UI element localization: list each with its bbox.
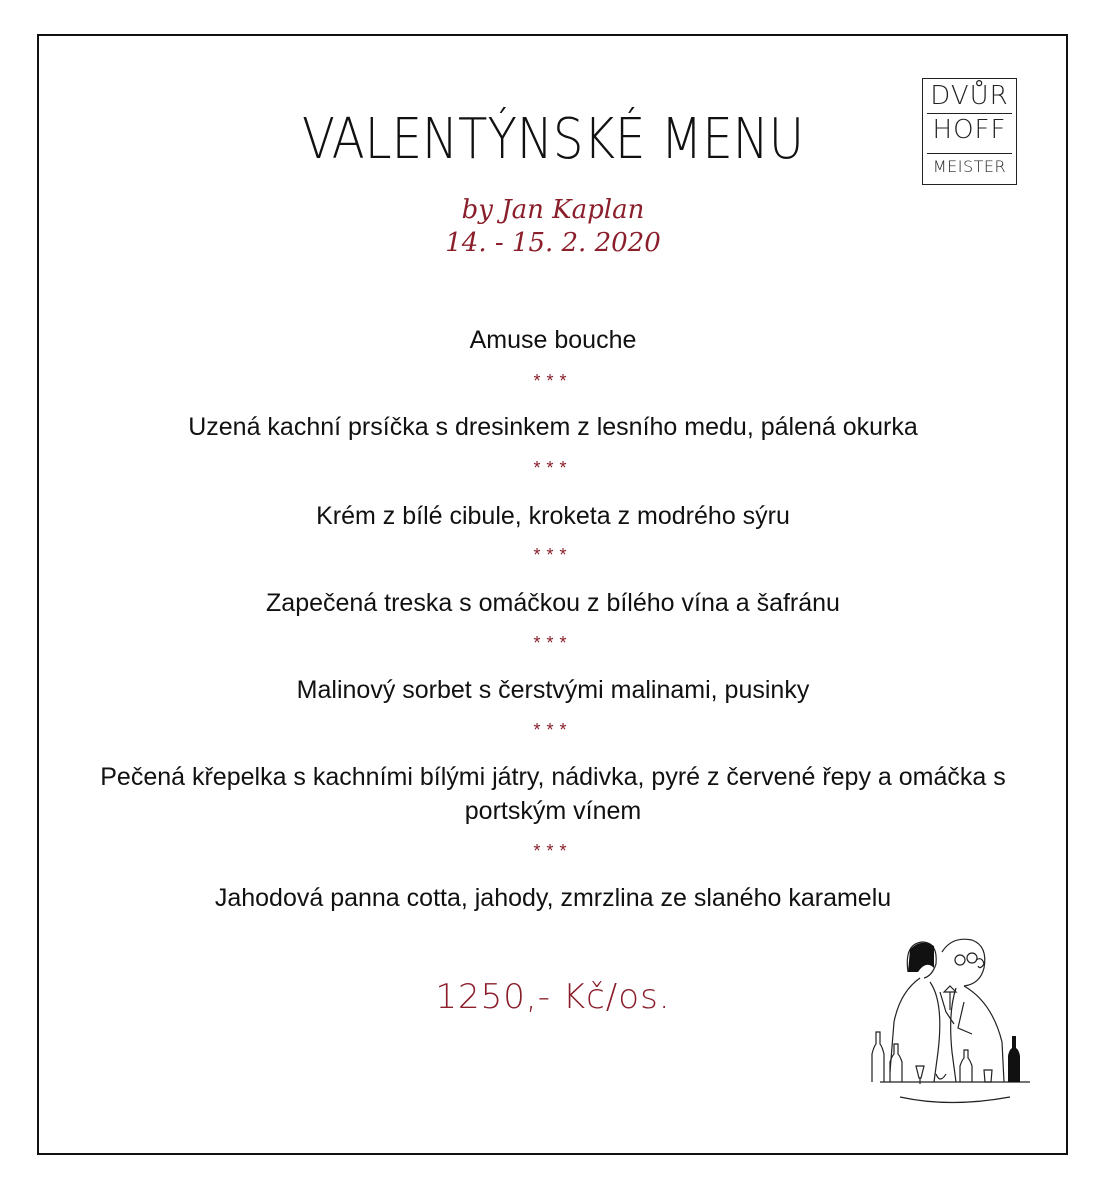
course-3: Krém z bílé cibule, kroketa z modrého sýru [316, 502, 790, 530]
course-separator: *** [533, 841, 573, 861]
logo-line-2: HOFF [932, 115, 1007, 145]
course-7: Jahodová panna cotta, jahody, zmrzlina ze slaného karamelu [214, 884, 892, 912]
course-2: Uzená kachní prsíčka s dresinkem z lesního medu, pálená okurka [188, 413, 918, 441]
menu-title: VALENTÝNSKÉ MENU [301, 107, 805, 172]
course-5: Malinový sorbet s čerstvými malinami, pusinky [296, 676, 810, 704]
course-separator: *** [533, 633, 573, 653]
course-separator: *** [533, 371, 573, 391]
menu-date: 14. - 15. 2. 2020 [445, 228, 661, 258]
course-4: Zapečená treska s omáčkou z bílého vína a šafránu [266, 589, 840, 617]
logo-line-1: DVŮR [930, 81, 1009, 111]
course-separator: *** [533, 720, 573, 740]
course-6: Pečená křepelka s kachními bílými játry, nádivka, pyré z červené řepy a omáčka s portským vínem [100, 763, 1006, 825]
logo-line-3: MEISTER [932, 157, 1007, 176]
course-1: Amuse bouche [469, 326, 637, 354]
course-separator: *** [533, 545, 573, 565]
menu-author: by Jan Kaplan [461, 195, 645, 225]
couple-toast-illustration [860, 932, 1040, 1122]
menu-price: 1250,- Kč/os. [435, 977, 671, 1017]
course-separator: *** [533, 458, 573, 478]
